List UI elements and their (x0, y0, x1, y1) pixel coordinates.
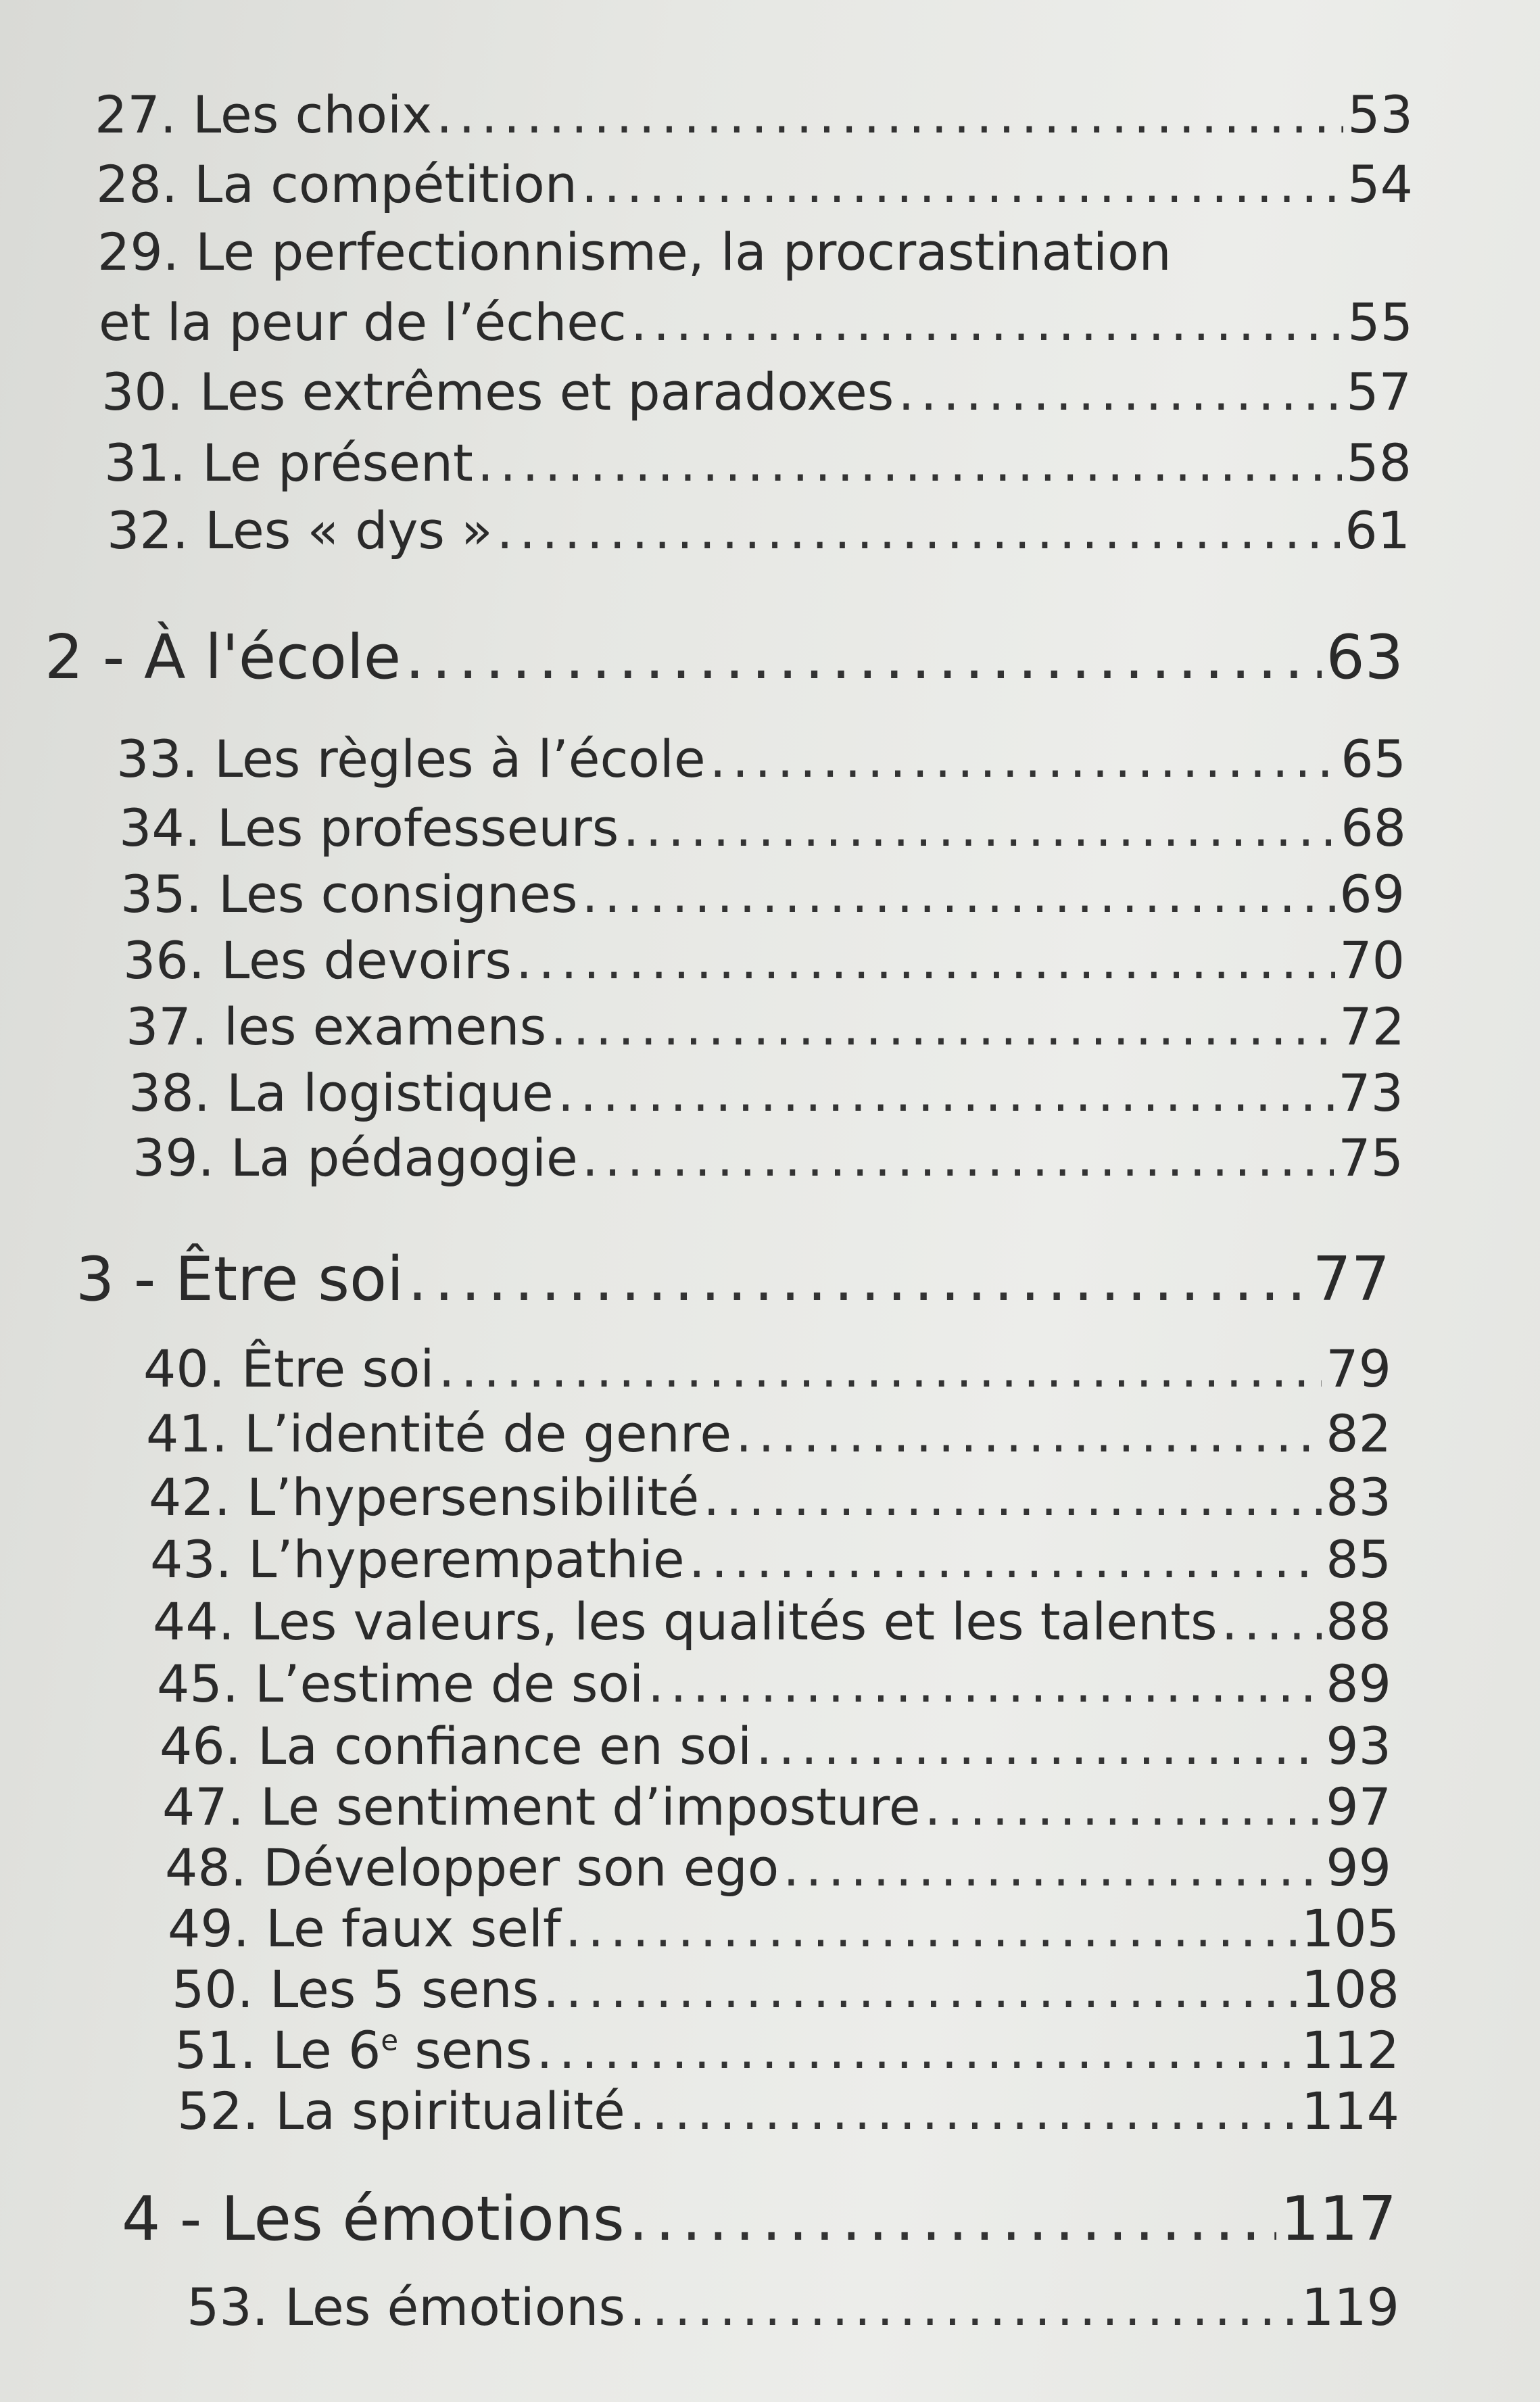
toc-entry-43 (150, 1529, 1391, 1589)
toc-entry-label: 49. Le faux self (168, 1898, 561, 1959)
leader-dots (703, 1467, 1322, 1527)
toc-entry-38 (128, 1063, 1403, 1123)
leader-dots (550, 996, 1335, 1057)
leader-dots (497, 500, 1341, 560)
toc-entry-page: 82 (1326, 1403, 1391, 1464)
leader-dots (439, 1339, 1322, 1399)
toc-entry-label: 46. La confiance en soi (160, 1716, 752, 1776)
toc-entry-29 (99, 292, 1413, 352)
toc-entry-48 (165, 1837, 1391, 1898)
toc-entry-page: 105 (1301, 1898, 1399, 1959)
toc-entry-page: 97 (1326, 1777, 1391, 1837)
toc-section-2 (45, 622, 1403, 693)
toc-entry-label: 36. Les devoirs (123, 930, 512, 990)
section-page: 117 (1280, 2184, 1397, 2255)
toc-entry-52 (177, 2081, 1399, 2141)
toc-entry-45 (157, 1654, 1391, 1714)
toc-entry-page: 58 (1346, 433, 1412, 493)
leader-dots (710, 729, 1337, 789)
toc-entry-label: 44. Les valeurs, les qualités et les talents (153, 1591, 1218, 1652)
toc-entry-page: 114 (1301, 2081, 1399, 2141)
toc-entry-label: 30. Les extrêmes et paradoxes (101, 362, 894, 422)
toc-entry-label: 48. Développer son ego (165, 1837, 779, 1898)
toc-entry-label-post: sens (398, 2020, 533, 2080)
toc-entry-page: 70 (1339, 930, 1405, 990)
toc-entry-28 (96, 154, 1413, 214)
leader-dots (631, 292, 1343, 352)
toc-entry-41 (146, 1403, 1391, 1464)
toc-entry-27 (95, 85, 1413, 145)
leader-dots (436, 85, 1343, 145)
toc-entry-30 (101, 362, 1412, 422)
toc-entry-label: 53. Les émotions (187, 2277, 626, 2337)
toc-entry-49 (168, 1898, 1399, 1959)
toc-entry-label (174, 2020, 532, 2080)
leader-dots (581, 154, 1343, 214)
toc-entry-50 (172, 1959, 1399, 2019)
toc-entry-32 (107, 500, 1410, 560)
leader-dots (408, 1244, 1308, 1315)
leader-dots (924, 1777, 1322, 1837)
toc-entry-label: 32. Les « dys » (107, 500, 493, 560)
toc-entry-label: 33. Les règles à l’école (116, 729, 706, 789)
toc-entry-page: 75 (1338, 1128, 1403, 1188)
toc-entry-page: 88 (1326, 1591, 1391, 1652)
toc-entry-label: 47. Le sentiment d’imposture (162, 1777, 921, 1837)
toc-entry-label: 31. Le présent (104, 433, 473, 493)
toc-entry-label: 43. L’hyperempathie (150, 1529, 685, 1589)
toc-entry-label: 34. Les professeurs (119, 798, 619, 858)
toc-entry-page: 55 (1347, 292, 1413, 352)
toc-section-4 (122, 2184, 1397, 2255)
toc-entry-page: 54 (1347, 154, 1413, 214)
toc-entry-34 (119, 798, 1406, 858)
toc-entry-page: 65 (1341, 729, 1406, 789)
toc-entry-51 (174, 2020, 1399, 2080)
toc-entry-31 (104, 433, 1412, 493)
toc-entry-page: 83 (1326, 1467, 1391, 1527)
leader-dots (623, 798, 1337, 858)
toc-entry-page: 93 (1326, 1716, 1391, 1776)
toc-entry-35 (120, 864, 1405, 924)
leader-dots (783, 1837, 1322, 1898)
leader-dots (1222, 1591, 1322, 1652)
toc-entry-label: 45. L’estime de soi (157, 1654, 644, 1714)
toc-entry-label: 40. Être soi (143, 1339, 435, 1399)
toc-entry-label: 38. La logistique (128, 1063, 554, 1123)
toc-entry-39 (133, 1128, 1403, 1188)
leader-dots (543, 1959, 1297, 2019)
toc-entry-53 (187, 2277, 1399, 2337)
toc-entry-label: 39. La pédagogie (133, 1128, 578, 1188)
toc-entry-33 (116, 729, 1406, 789)
toc-entry-label: 42. L’hypersensibilité (149, 1467, 700, 1527)
toc-entry-label: 52. La spiritualité (177, 2081, 625, 2141)
leader-dots (516, 930, 1335, 990)
toc-entry-page: 85 (1326, 1529, 1391, 1589)
leader-dots (582, 1128, 1334, 1188)
toc-entry-label-sup: e (381, 2023, 399, 2057)
leader-dots (689, 1529, 1322, 1589)
leader-dots (565, 1898, 1297, 1959)
section-title: 2 - À l'école (45, 622, 402, 693)
leader-dots (629, 2081, 1297, 2141)
toc-entry-page: 53 (1347, 85, 1413, 145)
toc-entry-37 (126, 996, 1405, 1057)
toc-entry-label-pre: 51. Le 6 (174, 2020, 381, 2080)
leader-dots (477, 433, 1342, 493)
leader-dots (558, 1063, 1334, 1123)
toc-entry-label: 37. les examens (126, 996, 547, 1057)
toc-entry-label: 27. Les choix (95, 85, 433, 145)
toc-entry-46 (160, 1716, 1391, 1776)
leader-dots (629, 2277, 1297, 2337)
toc-entry-page: 99 (1326, 1837, 1391, 1898)
toc-entry-label: 50. Les 5 sens (172, 1959, 539, 2019)
toc-entry-label: 28. La compétition (96, 154, 577, 214)
toc-entry-page: 57 (1346, 362, 1412, 422)
section-page: 77 (1312, 1244, 1390, 1315)
toc-entry-label: 29. Le perfectionnisme, la procrastination (97, 222, 1172, 282)
toc-entry-page: 112 (1301, 2020, 1399, 2080)
section-page: 63 (1326, 622, 1403, 693)
leader-dots (648, 1654, 1322, 1714)
toc-entry-36 (123, 930, 1405, 990)
leader-dots (756, 1716, 1322, 1776)
toc-entry-42 (149, 1467, 1391, 1527)
toc-entry-44 (153, 1591, 1391, 1652)
leader-dots (581, 864, 1335, 924)
toc-entry-page: 72 (1339, 996, 1405, 1057)
toc-entry-label: 41. L’identité de genre (146, 1403, 732, 1464)
toc-entry-page: 79 (1326, 1339, 1391, 1399)
toc-entry-page: 61 (1345, 500, 1410, 560)
toc-entry-label: 35. Les consignes (120, 864, 578, 924)
leader-dots (898, 362, 1342, 422)
leader-dots (405, 622, 1322, 693)
leader-dots (736, 1403, 1322, 1464)
leader-dots (536, 2020, 1297, 2080)
toc-section-3 (76, 1244, 1390, 1315)
leader-dots (629, 2184, 1276, 2255)
toc-entry-page: 68 (1341, 798, 1406, 858)
toc-entry-page: 73 (1338, 1063, 1403, 1123)
toc-entry-page: 69 (1339, 864, 1405, 924)
toc-entry-29-first-line (97, 222, 1172, 282)
toc-entry-page: 108 (1301, 1959, 1399, 2019)
section-title: 4 - Les émotions (122, 2184, 625, 2255)
toc-entry-40 (143, 1339, 1391, 1399)
toc-entry-label-continued: et la peur de l’échec (99, 292, 627, 352)
toc-entry-page: 89 (1326, 1654, 1391, 1714)
toc-entry-47 (162, 1777, 1391, 1837)
section-title: 3 - Être soi (76, 1244, 404, 1315)
toc-entry-page: 119 (1301, 2277, 1399, 2337)
